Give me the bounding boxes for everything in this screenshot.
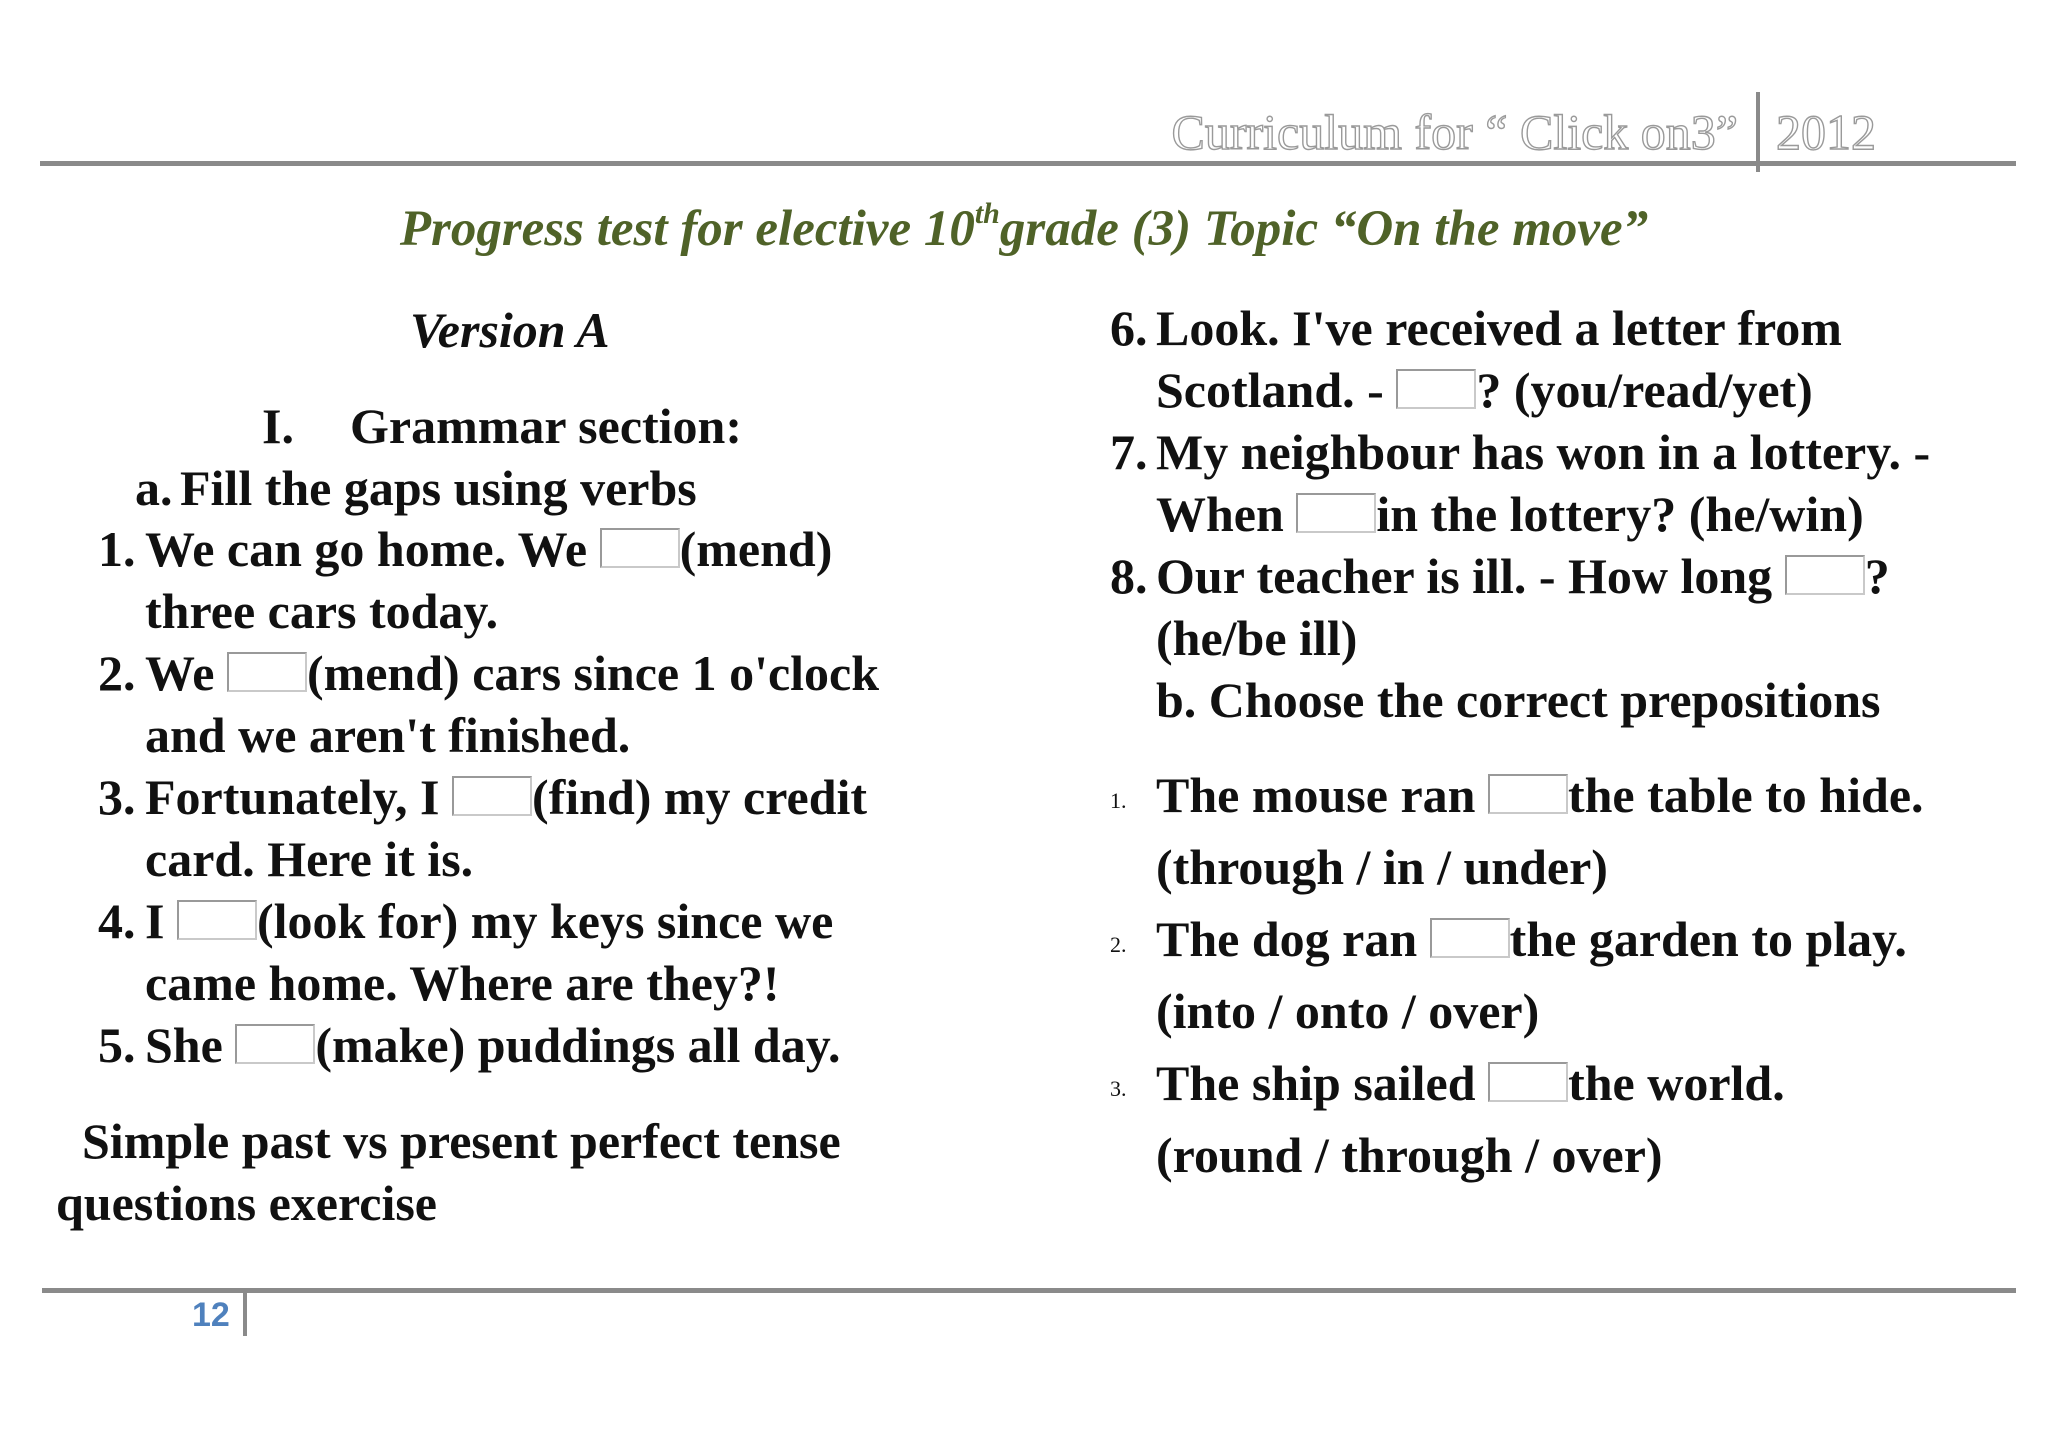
question-number: 5. (98, 1017, 136, 1073)
question-text: We (mend) cars since 1 o'clock (145, 645, 880, 701)
footnote-line: questions exercise (56, 1175, 437, 1231)
part-a-instruction: Fill the gaps using verbs (180, 460, 697, 516)
header-title: Curriculum for “ Click on3” (1171, 104, 1738, 160)
question-text-cont: and we aren't finished. (145, 707, 631, 763)
header-rule (40, 161, 2016, 166)
answer-gap-input[interactable] (1296, 493, 1376, 533)
question-text-cont: When in the lottery? (he/win) (1156, 486, 1864, 542)
question-text: My neighbour has won in a lottery. - (1156, 424, 1931, 480)
question-number: 1. (1110, 788, 1127, 813)
question-text: The mouse ran the table to hide. (1156, 767, 1924, 823)
question-text: I (look for) my keys since we (145, 893, 834, 949)
question-number: 3. (98, 769, 136, 825)
answer-gap-input[interactable] (235, 1024, 315, 1064)
question-number: 2. (1110, 932, 1127, 957)
section-title: Grammar section: (350, 398, 743, 454)
question-text: We can go home. We (mend) (145, 521, 833, 577)
question-number: 1. (98, 521, 136, 577)
answer-gap-input[interactable] (1396, 369, 1476, 409)
answer-gap-input[interactable] (1488, 1062, 1568, 1102)
answer-gap-input[interactable] (227, 652, 307, 692)
question-text: She (make) puddings all day. (145, 1017, 841, 1073)
answer-gap-input[interactable] (452, 776, 532, 816)
question-text: Our teacher is ill. - How long ? (1156, 548, 1890, 604)
question-text: The ship sailed the world. (1156, 1055, 1785, 1111)
question-number: 4. (98, 893, 136, 949)
footer-rule (42, 1288, 2016, 1293)
question-number: 6. (1110, 300, 1148, 356)
part-a-letter: a. (135, 460, 173, 516)
question-text-cont: came home. Where are they?! (145, 955, 780, 1011)
question-text-cont: (he/be ill) (1156, 610, 1358, 666)
question-text-cont: card. Here it is. (145, 831, 474, 887)
question-number: 2. (98, 645, 136, 701)
footnote-line: Simple past vs present perfect tense (82, 1113, 841, 1169)
page-header (1171, 92, 1876, 172)
question-text: The dog ran the garden to play. (1156, 911, 1907, 967)
answer-gap-input[interactable] (177, 900, 257, 940)
question-options: (round / through / over) (1156, 1127, 1663, 1183)
section-numeral: I. (262, 398, 294, 454)
header-year: 2012 (1776, 104, 1876, 160)
question-text: Look. I've received a letter from (1156, 300, 1842, 356)
version-label: Version A (410, 302, 610, 358)
part-b-instruction: b. Choose the correct prepositions (1156, 672, 1881, 728)
question-number: 8. (1110, 548, 1148, 604)
answer-gap-input[interactable] (1488, 774, 1568, 814)
page-number: 12 (192, 1296, 230, 1334)
question-options: (into / onto / over) (1156, 983, 1540, 1039)
question-text-cont: Scotland. - ? (you/read/yet) (1156, 362, 1813, 418)
test-title-rest: grade (3) Topic “On the move” (999, 201, 1649, 257)
test-title (0, 197, 2048, 258)
answer-gap-input[interactable] (1785, 555, 1865, 595)
question-options: (through / in / under) (1156, 839, 1608, 895)
test-title-main: Progress test for elective 10 (399, 201, 975, 257)
answer-gap-input[interactable] (1430, 918, 1510, 958)
question-text: Fortunately, I (find) my credit (145, 769, 868, 825)
test-title-superscript: th (974, 197, 1000, 230)
question-text-cont: three cars today. (145, 583, 499, 639)
question-number: 7. (1110, 424, 1148, 480)
answer-gap-input[interactable] (600, 528, 680, 568)
question-number: 3. (1110, 1076, 1127, 1101)
footer-separator (243, 1291, 247, 1336)
